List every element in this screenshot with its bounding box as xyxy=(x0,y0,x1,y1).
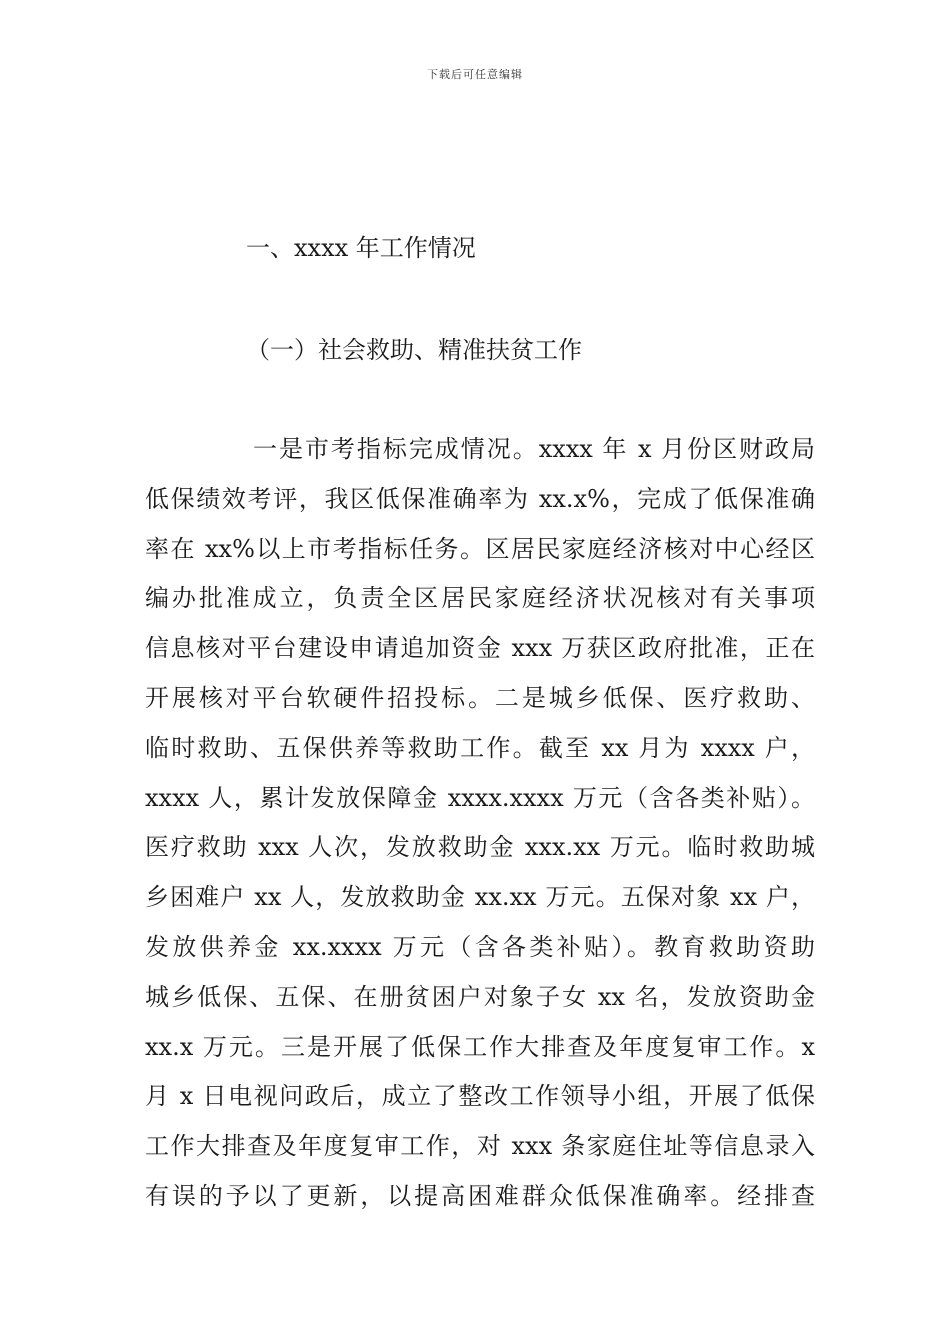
section-title: 一、xxxx 年工作情况 xyxy=(246,234,476,262)
paragraph-line: 工作大排查及年度复审工作，对 xxx 条家庭住址等信息录入 xyxy=(145,1132,815,1161)
paragraph-line: 率在 xx%以上市考指标任务。区居民家庭经济核对中心经区 xyxy=(145,534,815,563)
paragraph-line: 编办批准成立，负责全区居民家庭经济状况核对有关事项 xyxy=(145,584,815,613)
paragraph-line: 信息核对平台建设申请追加资金 xxx 万获区政府批准，正在 xyxy=(145,634,815,663)
header-note: 下载后可任意编辑 xyxy=(427,68,523,81)
paragraph-line: xxxx 人，累计发放保障金 xxxx.xxxx 万元（含各类补贴）。 xyxy=(145,783,815,812)
paragraph-line: 开展核对平台软硬件招投标。二是城乡低保、医疗救助、 xyxy=(145,683,815,712)
paragraph-line: 一是市考指标完成情况。xxxx 年 x 月份区财政局 xyxy=(253,435,815,463)
paragraph-line: 发放供养金 xx.xxxx 万元（含各类补贴）。教育救助资助 xyxy=(145,932,815,961)
paragraph-line: 医疗救助 xxx 人次，发放救助金 xxx.xx 万元。临时救助城 xyxy=(145,833,815,862)
paragraph-line: 乡困难户 xx 人，发放救助金 xx.xx 万元。五保对象 xx 户， xyxy=(145,883,815,912)
subsection-title: （一）社会救助、精准扶贫工作 xyxy=(246,336,582,364)
paragraph-line: 月 x 日电视问政后，成立了整改工作领导小组，开展了低保 xyxy=(145,1082,815,1111)
paragraph-line: 有误的予以了更新，以提高困难群众低保准确率。经排查 xyxy=(145,1181,815,1210)
paragraph-line: xx.x 万元。三是开展了低保工作大排查及年度复审工作。x xyxy=(145,1032,815,1061)
body-paragraph xyxy=(145,426,815,1223)
paragraph-line: 临时救助、五保供养等救助工作。截至 xx 月为 xxxx 户， xyxy=(145,733,815,762)
paragraph-line: 城乡低保、五保、在册贫困户对象子女 xx 名，发放资助金 xyxy=(145,982,815,1011)
paragraph-line: 低保绩效考评，我区低保准确率为 xx.x%，完成了低保准确 xyxy=(145,484,815,513)
